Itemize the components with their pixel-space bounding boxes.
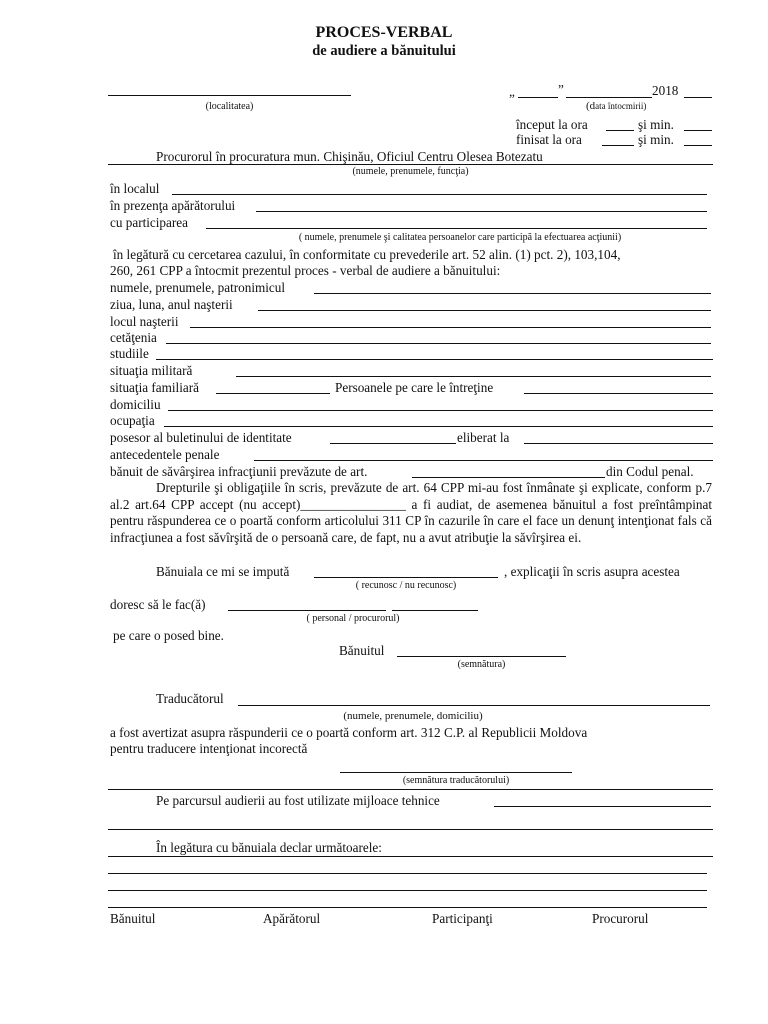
start-label: început la ora: [516, 117, 588, 132]
banuiala-line[interactable]: [314, 577, 498, 578]
signature-aparatorul: Apărătorul: [263, 911, 321, 926]
declar-line-2[interactable]: [108, 890, 707, 891]
localitate-line[interactable]: [108, 95, 351, 96]
antecedente-line[interactable]: [254, 460, 713, 461]
in-prezenta-label: în prezenţa apărătorului: [110, 198, 236, 213]
date-month-line[interactable]: [566, 97, 652, 98]
start-min-line[interactable]: [684, 130, 712, 131]
procuror-caption: (numele, prenumele, funcţia): [352, 166, 469, 177]
field-militara-line[interactable]: [236, 376, 711, 377]
localitate-caption: (localitatea): [205, 101, 254, 112]
mijloace-label: Pe parcursul audierii au fost utilizate mijloace tehnice: [156, 793, 440, 808]
eliberat-label: eliberat la: [457, 430, 510, 445]
mijloace-line-2[interactable]: [108, 829, 713, 830]
domiciliu-label: domiciliu: [110, 397, 161, 412]
avertizat-line1: a fost avertizat asupra răspunderii ce o poartă conform art. 312 C.P. al Republicii Moldova: [110, 725, 588, 740]
banuitul-sign-label: Bănuitul: [339, 643, 385, 658]
mijloace-line[interactable]: [494, 806, 711, 807]
field-studiile-line[interactable]: [156, 359, 713, 360]
signature-banuitul: Bănuitul: [110, 911, 156, 926]
antecedente-label: antecedentele penale: [110, 447, 220, 462]
field-locul-label: locul naşterii: [110, 314, 179, 329]
start-min-label: şi min.: [638, 117, 674, 132]
in-localul-line[interactable]: [172, 194, 707, 195]
pe-care-text: pe care o posed bine.: [113, 628, 224, 643]
declar-line-1[interactable]: [108, 873, 707, 874]
date-year-suffix-line[interactable]: [684, 97, 712, 98]
end-min-line[interactable]: [684, 145, 712, 146]
field-studiile-label: studiile: [110, 346, 149, 361]
date-year: 2018: [652, 83, 679, 98]
articol-line[interactable]: [412, 477, 605, 478]
doresc-line-2[interactable]: [392, 610, 478, 611]
procuror-text: Procurorul în procuratura mun. Chişinău, Oficiul Centru Olesea Botezatu: [156, 149, 543, 164]
document-title: PROCES-VERBAL: [315, 24, 453, 41]
semnatura-traducator-line[interactable]: [340, 772, 572, 773]
start-hour-line[interactable]: [606, 130, 634, 131]
avertizat-line2: pentru traducere intenţionat incorectă: [110, 741, 308, 756]
eliberat-line[interactable]: [524, 443, 713, 444]
legatura-banuiala-label: În legătura cu bănuiala declar următoarele:: [156, 840, 382, 855]
procuror-line: [108, 164, 713, 165]
din-codul-label: din Codul penal.: [606, 464, 694, 479]
persoane-intretine-label: Persoanele pe care le întreţine: [335, 380, 494, 395]
date-open-quote: „: [509, 84, 515, 99]
date-caption: (data întocmirii): [586, 100, 647, 112]
semnatura-traducator-caption: (semnătura traducătorului): [402, 775, 510, 786]
situatia-familiara-label: situaţia familiară: [110, 380, 199, 395]
ocupatia-label: ocupaţia: [110, 413, 155, 428]
cu-participarea-line[interactable]: [206, 228, 707, 229]
situatia-familiara-line[interactable]: [216, 393, 330, 394]
field-nastere-label: ziua, luna, anul naşterii: [110, 297, 233, 312]
signature-procurorul: Procurorul: [592, 911, 649, 926]
declar-line-3[interactable]: [108, 907, 707, 908]
explicatii-label: , explicaţii în scris asupra acestea: [504, 564, 680, 579]
signature-participanti: Participanţi: [432, 911, 493, 926]
date-day-line[interactable]: [518, 97, 558, 98]
personal-caption: ( personal / procurorul): [306, 613, 400, 624]
participanti-caption: ( numele, prenumele şi calitatea persoanelor care participă la efectuarea acţiunii): [298, 232, 622, 243]
persoane-intretine-line[interactable]: [524, 393, 713, 394]
end-hour-line[interactable]: [602, 145, 634, 146]
separator-line-1: [108, 789, 713, 790]
doresc-line-1[interactable]: [228, 610, 386, 611]
end-min-label: şi min.: [638, 132, 674, 147]
banuiala-label: Bănuiala ce mi se impută: [156, 564, 290, 579]
document-subtitle: de audiere a bănuitului: [312, 43, 456, 59]
posesor-line[interactable]: [330, 443, 456, 444]
end-label: finisat la ora: [516, 132, 582, 147]
posesor-label: posesor al buletinului de identitate: [110, 430, 292, 445]
field-nastere-line[interactable]: [258, 310, 711, 311]
drepturi-paragraph: Drepturile şi obligaţiile în scris, prevăzute de art. 64 CPP mi-au fost înmânate şi explicate, conform p.7 al.2 art.64 CPP accept (nu accept)________________ a fi audiat, de asemenea bănuitul a fost preîntâmpinat pentru răspunderea ce o poartă conform articolului 311 CP în cazurile în care el face un denunţ intenţionat fals că infracţiunea a fost săvîrşită de o persoană care, de fapt, nu a avut atribuţie la săvîrşirea ei.: [110, 480, 712, 545]
field-locul-line[interactable]: [190, 327, 711, 328]
recunosc-caption: ( recunosc / nu recunosc): [355, 580, 457, 591]
semnatura-caption: (semnătura): [457, 659, 506, 670]
legatura-line2: 260, 261 CPP a întocmit prezentul proces - verbal de audiere a bănuitului:: [110, 263, 501, 278]
date-close-quote: ”: [558, 82, 564, 97]
ocupatia-line[interactable]: [164, 426, 713, 427]
declar-line-0[interactable]: [108, 856, 713, 857]
in-localul-label: în localul: [110, 181, 160, 196]
traducator-caption: (numele, prenumele, domiciliu): [343, 710, 483, 722]
traducator-label: Traducătorul: [156, 691, 224, 706]
in-prezenta-line[interactable]: [256, 211, 707, 212]
cu-participarea-label: cu participarea: [110, 215, 188, 230]
field-nume-label: numele, prenumele, patronimicul: [110, 280, 286, 295]
banuitul-sign-line[interactable]: [397, 656, 566, 657]
field-nume-line[interactable]: [314, 293, 711, 294]
doresc-label: doresc să le fac(ă): [110, 597, 206, 612]
legatura-line1: în legătură cu cercetarea cazului, în conformitate cu prevederile art. 52 alin. (1) pct. 2), 103,104,: [113, 247, 621, 262]
field-cetatenia-line[interactable]: [166, 343, 711, 344]
traducator-line[interactable]: [238, 705, 710, 706]
field-cetatenia-label: cetăţenia: [110, 330, 157, 345]
domiciliu-line[interactable]: [168, 410, 713, 411]
field-militara-label: situaţia militară: [110, 363, 193, 378]
banuit-savarsire-label: bănuit de săvârşirea infracţiunii prevăzute de art.: [110, 464, 368, 479]
